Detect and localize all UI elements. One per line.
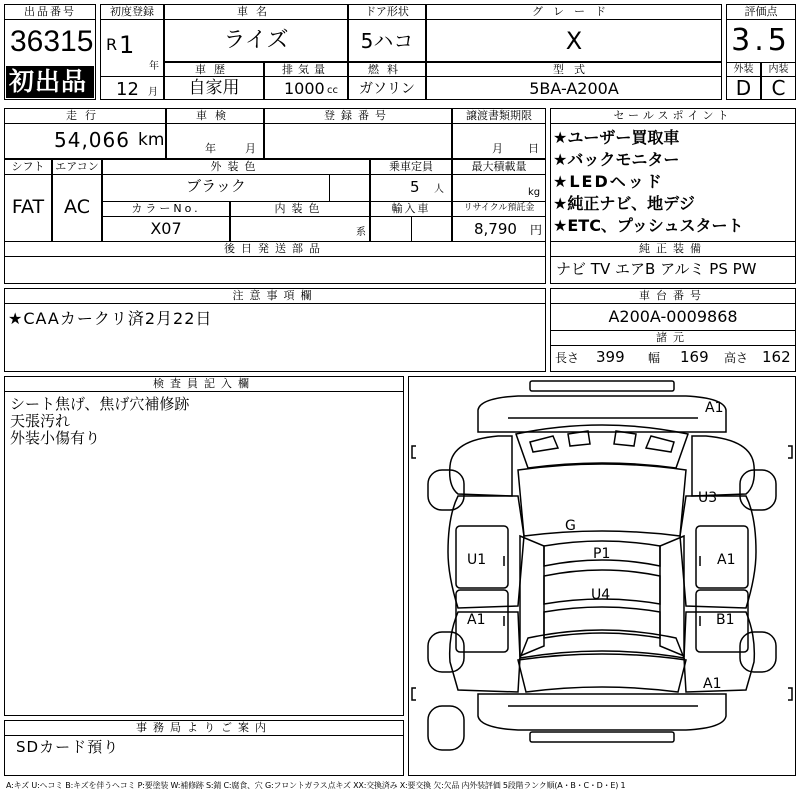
equipment-item: TV — [590, 260, 611, 278]
damage-front-right: A1 — [705, 400, 724, 416]
damage-rear-right-fender: U3 — [698, 490, 718, 506]
inspector-line: シート焦げ、焦げ穴補修跡 — [10, 395, 190, 413]
color-value: ブラック — [186, 177, 246, 195]
selling-point-item: ★ユーザー買取車 — [553, 128, 680, 147]
equipment-item: PW — [732, 260, 757, 278]
damage-right-rear-door: B1 — [716, 612, 735, 628]
damage-roof: G — [565, 518, 576, 534]
load-label: 最大積載量 — [452, 159, 546, 175]
history-label: 車歴 — [164, 62, 264, 77]
damage-left-rear-door: A1 — [467, 612, 486, 628]
reg-month: 12 — [116, 79, 139, 100]
year-unit: 年 — [149, 61, 159, 72]
fuel-value: ガソリン — [359, 81, 415, 97]
length-value: 399 — [596, 348, 625, 366]
reg-year: 1 — [119, 31, 135, 59]
notes-label: 注意事項欄 — [4, 288, 546, 304]
interior-grade: C — [771, 76, 786, 100]
equipment-list — [556, 262, 757, 277]
interior-label: 内装 — [761, 62, 796, 77]
car-name-label: 車名 — [164, 4, 348, 20]
chassis-label: 車台番号 — [550, 288, 796, 304]
height-value: 162 — [762, 348, 791, 366]
height-label: 高さ — [724, 351, 749, 365]
inspector-label: 検査員記入欄 — [4, 376, 404, 392]
car-name: ライズ — [223, 28, 289, 53]
lot-label: 出品番号 — [4, 4, 96, 20]
rating-value: 3.5 — [731, 23, 791, 58]
plate-label: 登録番号 — [264, 108, 452, 124]
first-listing-text: 初出品 — [9, 67, 88, 96]
displacement-value: 1000 — [284, 79, 325, 98]
selling-point-item: ★ETC、プッシュスタート — [553, 216, 744, 235]
interior-color-unit: 系 — [356, 227, 366, 238]
grade-value: X — [565, 27, 583, 55]
color-label: 外装色 — [102, 159, 370, 175]
width-value: 169 — [680, 348, 709, 366]
transfer-month-unit: 月 — [492, 142, 503, 155]
color-no-value: X07 — [150, 219, 182, 238]
selling-point-item: ★純正ナビ、地デジ — [553, 194, 695, 213]
model-value: 5BA-A200A — [529, 79, 619, 98]
displacement-unit: cc — [327, 85, 338, 96]
exterior-label: 外装 — [726, 62, 761, 77]
equipment-item: ナビ — [556, 260, 587, 278]
capacity-value: 5 — [410, 178, 420, 196]
exterior-grade: D — [735, 76, 752, 100]
selling-points-label: セールスポイント — [550, 108, 796, 124]
selling-point-item: ★バックモニター — [553, 150, 680, 169]
equipment-item: PS — [709, 260, 728, 278]
mileage-unit: km — [138, 130, 165, 150]
inspector-line: 天張汚れ — [10, 412, 71, 430]
damage-hood: U4 — [591, 587, 611, 603]
month-unit: 月 — [148, 87, 158, 98]
ac-label: エアコン — [52, 159, 102, 175]
fuel-label: 燃料 — [348, 62, 426, 77]
damage-right-front-door: A1 — [717, 552, 736, 568]
transfer-day-unit: 日 — [528, 142, 539, 155]
inspection-label: 車検 — [166, 108, 264, 124]
door-label: ドア形状 — [348, 4, 426, 20]
first-listing-badge — [6, 66, 94, 98]
door-value: 5ハコ — [360, 29, 414, 53]
import-label: 輸入車 — [370, 201, 452, 217]
inspection-month-unit: 月 — [245, 142, 256, 155]
history-value: 自家用 — [188, 78, 240, 98]
inspector-line: 外装小傷有り — [10, 429, 101, 447]
interior-color-label: 内装色 — [230, 201, 370, 217]
transfer-label: 譲渡書類期限 — [452, 108, 546, 124]
color-no-label: カラーNo. — [102, 201, 230, 217]
office-text: SDカード預り — [16, 738, 120, 756]
rating-label: 評価点 — [726, 4, 796, 20]
mileage-value: 54,066 — [54, 128, 130, 152]
load-unit: kg — [528, 187, 541, 198]
equipment-item: アルミ — [660, 260, 705, 278]
damage-front-bumper-right: A1 — [703, 676, 722, 692]
selling-point-item: ★LEDヘッド — [553, 172, 664, 191]
length-label: 長さ — [555, 351, 580, 365]
capacity-label: 乗車定員 — [370, 159, 452, 175]
displacement-label: 排気量 — [264, 62, 348, 77]
mileage-label: 走行 — [4, 108, 166, 124]
inspection-year-unit: 年 — [205, 142, 216, 155]
notes-text: ★CAAカークリ済2月22日 — [8, 309, 213, 328]
grade-label: グレード — [426, 4, 722, 20]
equipment-item: エアB — [615, 260, 656, 278]
chassis-number: A200A-0009868 — [608, 307, 738, 326]
car-diagram — [408, 376, 796, 776]
lot-number: 36315 — [10, 25, 94, 58]
later-parts-label: 後日発送部品 — [4, 241, 546, 257]
legend-text: A:キズ U:ヘコミ B:キズを伴うヘコミ P:要塗装 W:補修跡 S:錆 C:腐食、穴 G:フロントガラス点キズ XX:交換済み X:要交換 欠:欠品 内外装評価 5段階ランク順(A・B・C・D・E) 1 — [6, 781, 626, 790]
dims-label: 諸元 — [550, 330, 796, 346]
office-label: 事務局よりご案内 — [4, 720, 404, 736]
equipment-label: 純正装備 — [550, 241, 796, 257]
damage-front-pillar: P1 — [593, 546, 611, 562]
era: R — [106, 35, 118, 54]
recycle-label: リサイクル預託金 — [452, 201, 546, 217]
first-reg-label: 初度登録 — [100, 4, 164, 20]
recycle-unit: 円 — [530, 223, 543, 237]
damage-left-front-door: U1 — [467, 552, 487, 568]
ac-value: AC — [64, 196, 90, 218]
capacity-unit: 人 — [434, 184, 444, 195]
width-label: 幅 — [648, 351, 661, 365]
shift-value: FAT — [11, 196, 45, 218]
model-label: 型式 — [426, 62, 722, 77]
shift-label: シフト — [4, 159, 52, 175]
recycle-value: 8,790 — [474, 220, 517, 238]
